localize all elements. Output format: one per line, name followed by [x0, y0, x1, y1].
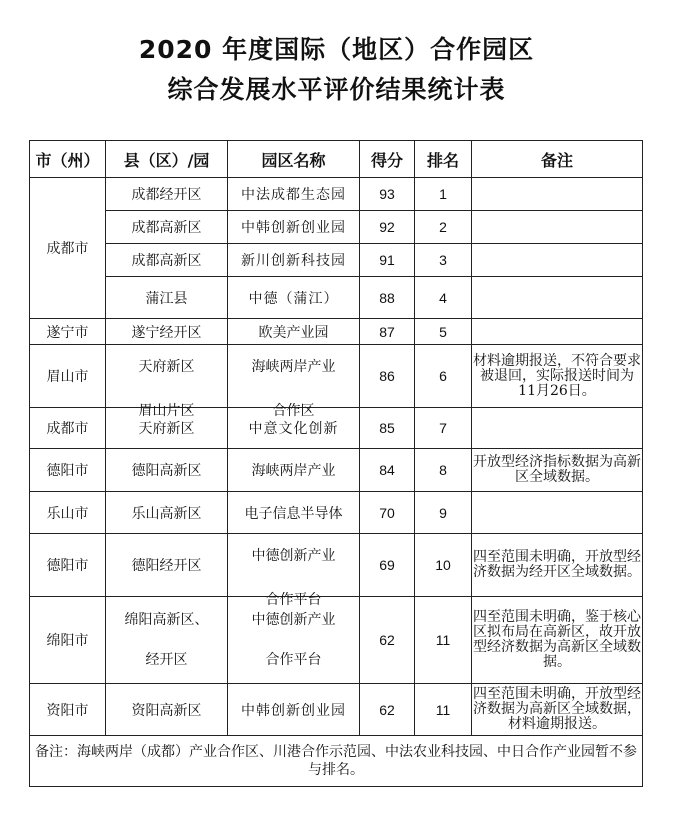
county-cell: 蒲江县: [106, 277, 228, 319]
note-cell: [472, 408, 643, 449]
note-cell: 开放型经济指标数据为高新区全域数据。: [472, 449, 643, 492]
table-row: [30, 408, 643, 449]
park-cell: 新川创新科技园: [228, 244, 360, 277]
footnote: 备注：海峡两岸（成都）产业合作区、川港合作示范园、中法农业科技园、中日合作产业园暂不参与排名。: [30, 736, 643, 787]
header-score: 得分: [360, 141, 415, 178]
header-city: 市（州）: [30, 141, 106, 178]
table-row: [30, 345, 643, 408]
table-row: [30, 597, 643, 684]
park-line1: 中德创新产业: [251, 612, 336, 628]
table-row: [30, 178, 643, 211]
county-cell: [106, 345, 228, 419]
header-rank: 排名: [415, 141, 472, 178]
park-cell: 电子信息半导体: [228, 492, 360, 534]
park-cell: 中法成都生态园: [228, 178, 360, 211]
score-cell: 92: [360, 211, 415, 244]
county-line2: 经开区: [145, 652, 188, 668]
note-cell: 四至范围未明确，鉴于核心区拟布局在高新区，故开放型经济数据为高新区全域数据。: [472, 597, 643, 684]
rank-cell: 3: [415, 244, 472, 277]
table-row: [30, 319, 643, 345]
rank-cell: 5: [415, 319, 472, 345]
city-cell: 乐山市: [30, 492, 106, 534]
rank-cell: 11: [415, 684, 472, 736]
score-cell: 85: [360, 408, 415, 449]
rank-cell: 7: [415, 408, 472, 449]
rank-cell: 1: [415, 178, 472, 211]
score-cell: 91: [360, 244, 415, 277]
note-cell: [472, 492, 643, 534]
note-cell: 四至范围未明确，开放型经济数据为高新区全域数据，材料逾期报送。: [472, 684, 643, 736]
score-cell: 93: [360, 178, 415, 211]
rank-cell: 2: [415, 211, 472, 244]
table-row: [30, 684, 643, 736]
rank-cell: 8: [415, 449, 472, 492]
park-line2: 合作平台: [265, 592, 322, 608]
score-cell: 87: [360, 319, 415, 345]
table-row: [30, 211, 643, 244]
park-cell: [228, 597, 360, 684]
park-cell: 中韩创新创业园: [228, 684, 360, 736]
county-line2: 眉山片区: [138, 403, 195, 419]
park-cell: [228, 534, 360, 608]
note-cell: 材料逾期报送，不符合要求被退回，实际报送时间为11月26日。: [472, 345, 643, 408]
city-cell: 成都市: [30, 178, 106, 319]
city-cell: 德阳市: [30, 449, 106, 492]
rank-cell: 10: [415, 534, 472, 597]
county-cell: 成都高新区: [106, 211, 228, 244]
results-table: [29, 140, 643, 787]
park-line1: 海峡两岸产业: [251, 359, 336, 375]
table-row: [30, 449, 643, 492]
city-cell: 遂宁市: [30, 319, 106, 345]
county-cell: 乐山高新区: [106, 492, 228, 534]
park-line1: 中德创新产业: [251, 548, 336, 564]
park-cell: 中韩创新创业园: [228, 211, 360, 244]
park-line2: 合作平台: [265, 652, 322, 668]
county-cell: 天府新区: [106, 408, 228, 449]
header-park: 园区名称: [228, 141, 360, 178]
rank-cell: 9: [415, 492, 472, 534]
county-cell: 成都高新区: [106, 244, 228, 277]
county-line1: 绵阳高新区、: [124, 612, 209, 628]
note-cell: [472, 211, 643, 244]
note-cell: [472, 319, 643, 345]
table-header-row: [30, 141, 643, 178]
table-row: [30, 492, 643, 534]
note-cell: [472, 244, 643, 277]
score-cell: 62: [360, 597, 415, 684]
score-cell: 70: [360, 492, 415, 534]
table-row: [30, 534, 643, 597]
table-row: [30, 277, 643, 319]
city-cell: 成都市: [30, 408, 106, 449]
county-cell: 德阳经开区: [106, 534, 228, 597]
score-cell: 69: [360, 534, 415, 597]
score-cell: 84: [360, 449, 415, 492]
score-cell: 88: [360, 277, 415, 319]
rank-cell: 6: [415, 345, 472, 408]
city-cell: 绵阳市: [30, 597, 106, 684]
park-cell: 海峡两岸产业: [228, 449, 360, 492]
header-county: 县（区）/园: [106, 141, 228, 178]
note-cell: [472, 277, 643, 319]
park-cell: [228, 345, 360, 419]
county-cell: 德阳高新区: [106, 449, 228, 492]
park-cell: 中意文化创新: [228, 408, 360, 449]
park-cell: 欧美产业园: [228, 319, 360, 345]
score-cell: 86: [360, 345, 415, 408]
park-line2: 合作区: [272, 403, 315, 419]
note-cell: 四至范围未明确，开放型经济数据为经开区全域数据。: [472, 534, 643, 597]
county-cell: 遂宁经开区: [106, 319, 228, 345]
table-row: [30, 244, 643, 277]
footnote-row: [30, 736, 643, 787]
city-cell: 德阳市: [30, 534, 106, 597]
county-line1: 天府新区: [138, 359, 195, 375]
city-cell: 资阳市: [30, 684, 106, 736]
county-cell: [106, 597, 228, 684]
rank-cell: 4: [415, 277, 472, 319]
county-cell: 成都经开区: [106, 178, 228, 211]
park-cell: 中德（蒲江）: [228, 277, 360, 319]
rank-cell: 11: [415, 597, 472, 684]
note-cell: [472, 178, 643, 211]
header-note: 备注: [472, 141, 643, 178]
page-title: 2020 年度国际（地区）合作园区: [138, 35, 535, 64]
county-cell: 资阳高新区: [106, 684, 228, 736]
city-cell: 眉山市: [30, 345, 106, 408]
score-cell: 62: [360, 684, 415, 736]
page-subtitle: 综合发展水平评价结果统计表: [167, 75, 506, 104]
